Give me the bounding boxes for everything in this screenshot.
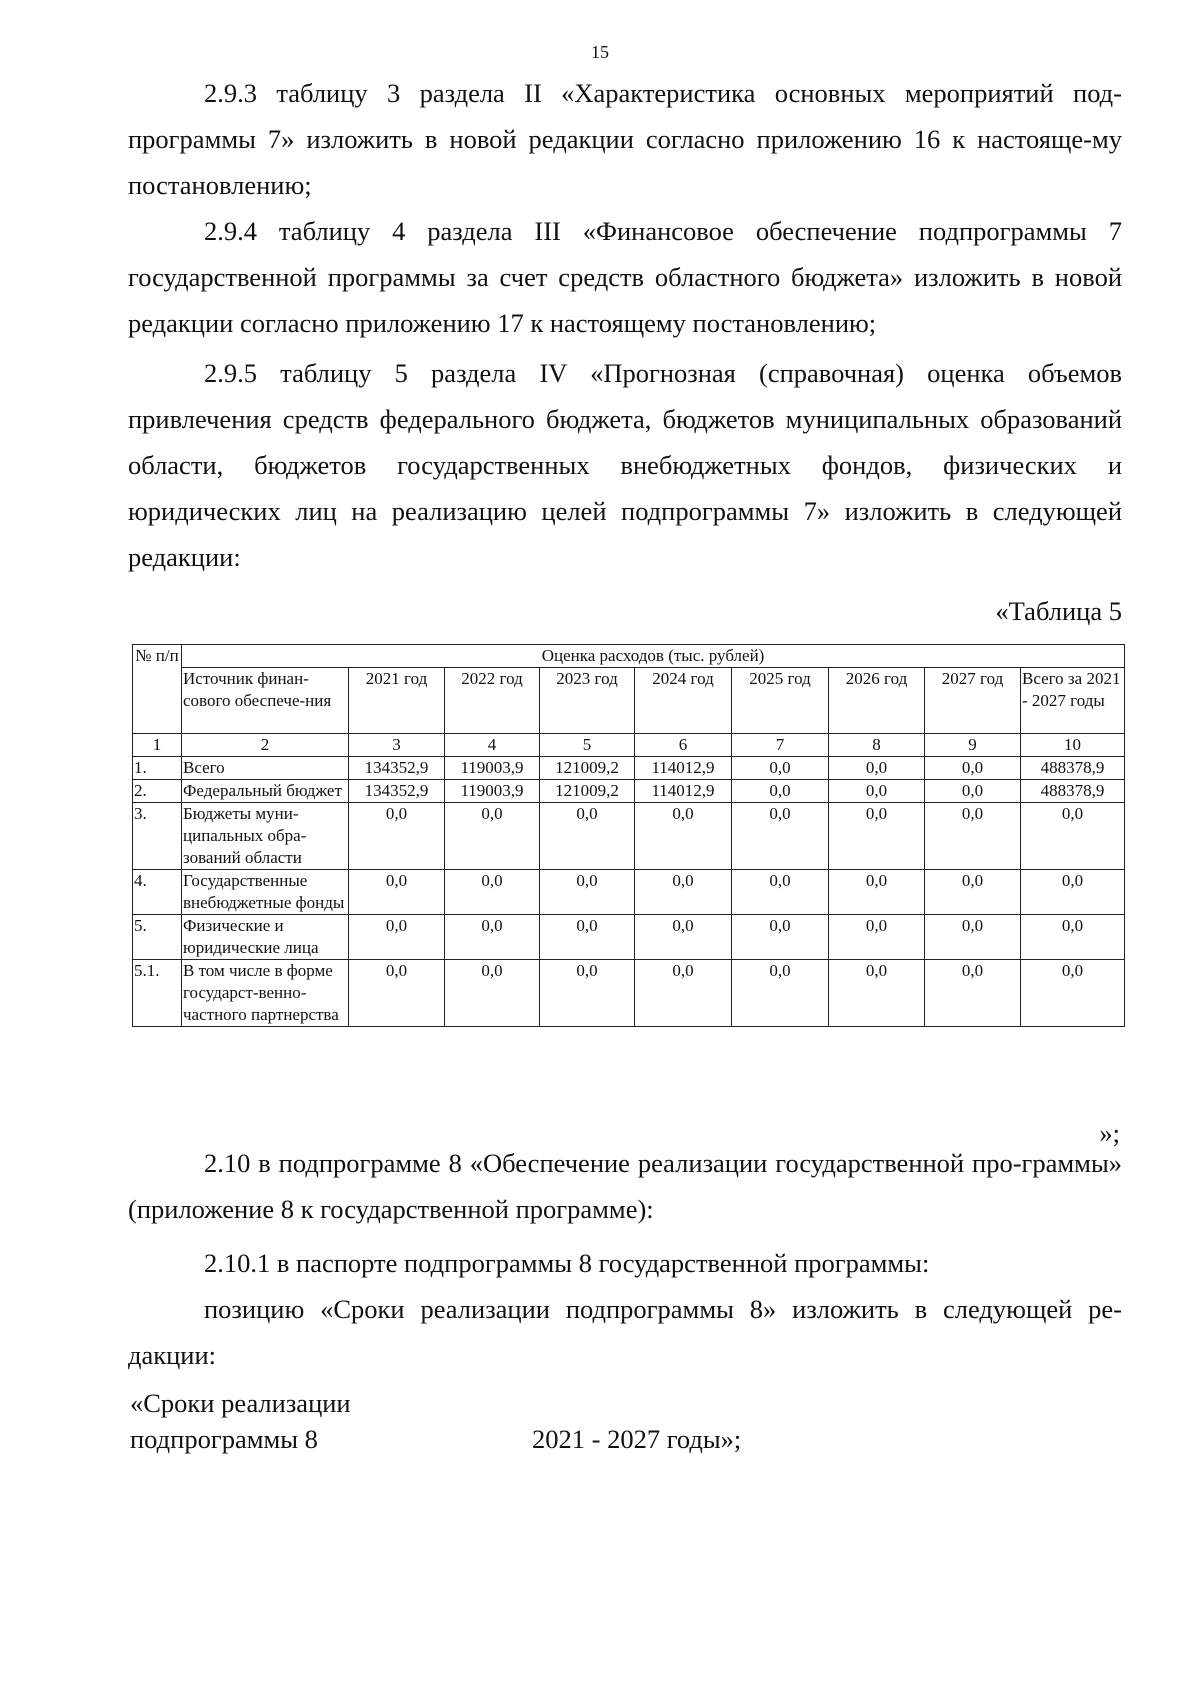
row-value: 0,0 xyxy=(732,757,829,780)
row-value: 0,0 xyxy=(445,915,540,960)
index-cell: 7 xyxy=(732,734,829,757)
header-year: 2026 год xyxy=(829,668,925,734)
paragraph-2-9-5: 2.9.5 таблицу 5 раздела IV «Прогнозная (справочная) оценка объемов привлечения средств федерального бюджета, бюджетов муниципальных образований области, бюджетов государственных внебюджетных фондов, физических и юридических лиц на реализацию целей подпрограммы 7» изложить в следующей редакции: xyxy=(128,358,1122,572)
row-value: 0,0 xyxy=(732,870,829,915)
row-value: 0,0 xyxy=(540,915,635,960)
row-value: 0,0 xyxy=(1021,870,1125,915)
row-value: 0,0 xyxy=(349,870,445,915)
row-value: 0,0 xyxy=(635,870,732,915)
header-no: № п/п xyxy=(133,645,182,734)
row-value: 0,0 xyxy=(1021,915,1125,960)
row-value: 0,0 xyxy=(635,803,732,870)
header-source: Источник финан-сового обеспече-ния xyxy=(182,668,349,734)
row-value: 0,0 xyxy=(540,803,635,870)
row-number: 5. xyxy=(133,915,182,960)
paragraph-2-9-3: 2.9.3 таблицу 3 раздела II «Характеристика основных мероприятий под-программы 7» изложить в новой редакции согласно приложению 16 к настояще-му постановлению; xyxy=(128,78,1122,200)
row-value: 0,0 xyxy=(349,803,445,870)
row-value: 114012,9 xyxy=(635,780,732,803)
row-value: 0,0 xyxy=(349,960,445,1027)
row-source: Государственные внебюджетные фонды xyxy=(182,870,349,915)
header-year: 2027 год xyxy=(925,668,1021,734)
index-cell: 2 xyxy=(182,734,349,757)
row-value: 488378,9 xyxy=(1021,757,1125,780)
row-value: 134352,9 xyxy=(349,757,445,780)
paragraph-2-10-1: 2.10.1 в паспорте подпрограммы 8 государственной программы: xyxy=(204,1248,930,1278)
header-year: 2025 год xyxy=(732,668,829,734)
row-number: 5.1. xyxy=(133,960,182,1027)
row-value: 0,0 xyxy=(635,915,732,960)
row-number: 4. xyxy=(133,870,182,915)
header-year: 2024 год xyxy=(635,668,732,734)
row-value: 0,0 xyxy=(445,803,540,870)
row-source: Физические и юридические лица xyxy=(182,915,349,960)
row-value: 0,0 xyxy=(925,960,1021,1027)
header-group: Оценка расходов (тыс. рублей) xyxy=(182,645,1125,668)
row-value: 0,0 xyxy=(732,803,829,870)
row-value: 0,0 xyxy=(1021,803,1125,870)
row-source: Бюджеты муни-ципальных обра-зований области xyxy=(182,803,349,870)
index-cell: 4 xyxy=(445,734,540,757)
row-value: 0,0 xyxy=(925,915,1021,960)
term-label xyxy=(130,1385,351,1457)
row-value: 0,0 xyxy=(445,960,540,1027)
row-value: 134352,9 xyxy=(349,780,445,803)
row-value: 0,0 xyxy=(829,803,925,870)
table-row xyxy=(133,780,1125,803)
term-value: 2021 - 2027 годы»; xyxy=(532,1424,742,1454)
paragraph-2-9-4: 2.9.4 таблицу 4 раздела III «Финансовое обеспечение подпрограммы 7 государственной программы за счет средств областного бюджета» изложить в новой редакции согласно приложению 17 к настоящему постановлению; xyxy=(128,216,1122,338)
header-year: 2021 год xyxy=(349,668,445,734)
index-cell: 1 xyxy=(133,734,182,757)
row-value: 119003,9 xyxy=(445,757,540,780)
term-label-line-1: «Сроки реализации xyxy=(130,1388,351,1418)
table-header-row-1 xyxy=(133,645,1125,668)
row-value: 0,0 xyxy=(540,960,635,1027)
row-value: 0,0 xyxy=(540,870,635,915)
header-total: Всего за 2021 - 2027 годы xyxy=(1021,668,1125,734)
row-number: 2. xyxy=(133,780,182,803)
row-value: 0,0 xyxy=(829,960,925,1027)
row-value: 0,0 xyxy=(732,780,829,803)
row-source: Всего xyxy=(182,757,349,780)
header-year: 2023 год xyxy=(540,668,635,734)
row-value: 0,0 xyxy=(732,960,829,1027)
row-value: 0,0 xyxy=(925,757,1021,780)
row-number: 3. xyxy=(133,803,182,870)
index-cell: 6 xyxy=(635,734,732,757)
row-value: 0,0 xyxy=(635,960,732,1027)
paragraph-2-10: 2.10 в подпрограмме 8 «Обеспечение реализации государственной про-граммы» (приложение 8 к государственной программе): xyxy=(128,1148,1122,1224)
table-header-row-2 xyxy=(133,668,1125,734)
row-source: Федеральный бюджет xyxy=(182,780,349,803)
row-value: 114012,9 xyxy=(635,757,732,780)
row-value: 0,0 xyxy=(829,915,925,960)
table-index-row xyxy=(133,734,1125,757)
table-row xyxy=(133,757,1125,780)
row-value: 0,0 xyxy=(445,870,540,915)
row-value: 121009,2 xyxy=(540,780,635,803)
table-row xyxy=(133,960,1125,1027)
term-label-line-2: подпрограммы 8 xyxy=(130,1424,318,1454)
row-value: 0,0 xyxy=(925,870,1021,915)
row-value: 0,0 xyxy=(925,803,1021,870)
row-value: 0,0 xyxy=(829,870,925,915)
index-cell: 10 xyxy=(1021,734,1125,757)
index-cell: 9 xyxy=(925,734,1021,757)
row-value: 0,0 xyxy=(349,915,445,960)
row-value: 0,0 xyxy=(925,780,1021,803)
index-cell: 8 xyxy=(829,734,925,757)
table-row xyxy=(133,803,1125,870)
row-value: 0,0 xyxy=(1021,960,1125,1027)
row-value: 0,0 xyxy=(732,915,829,960)
paragraph-position: позицию «Сроки реализации подпрограммы 8» изложить в следующей ре-дакции: xyxy=(128,1294,1122,1370)
table-row xyxy=(133,915,1125,960)
page-number: 15 xyxy=(591,42,609,62)
table-close-quote: »; xyxy=(1099,1118,1120,1148)
row-number: 1. xyxy=(133,757,182,780)
estimate-table xyxy=(132,644,1125,1027)
index-cell: 5 xyxy=(540,734,635,757)
table-caption: «Таблица 5 xyxy=(995,596,1122,626)
row-value: 0,0 xyxy=(829,780,925,803)
row-value: 119003,9 xyxy=(445,780,540,803)
index-cell: 3 xyxy=(349,734,445,757)
row-source: В том числе в форме государст-венно-частного партнерства xyxy=(182,960,349,1027)
row-value: 488378,9 xyxy=(1021,780,1125,803)
table-row xyxy=(133,870,1125,915)
row-value: 121009,2 xyxy=(540,757,635,780)
header-year: 2022 год xyxy=(445,668,540,734)
row-value: 0,0 xyxy=(829,757,925,780)
